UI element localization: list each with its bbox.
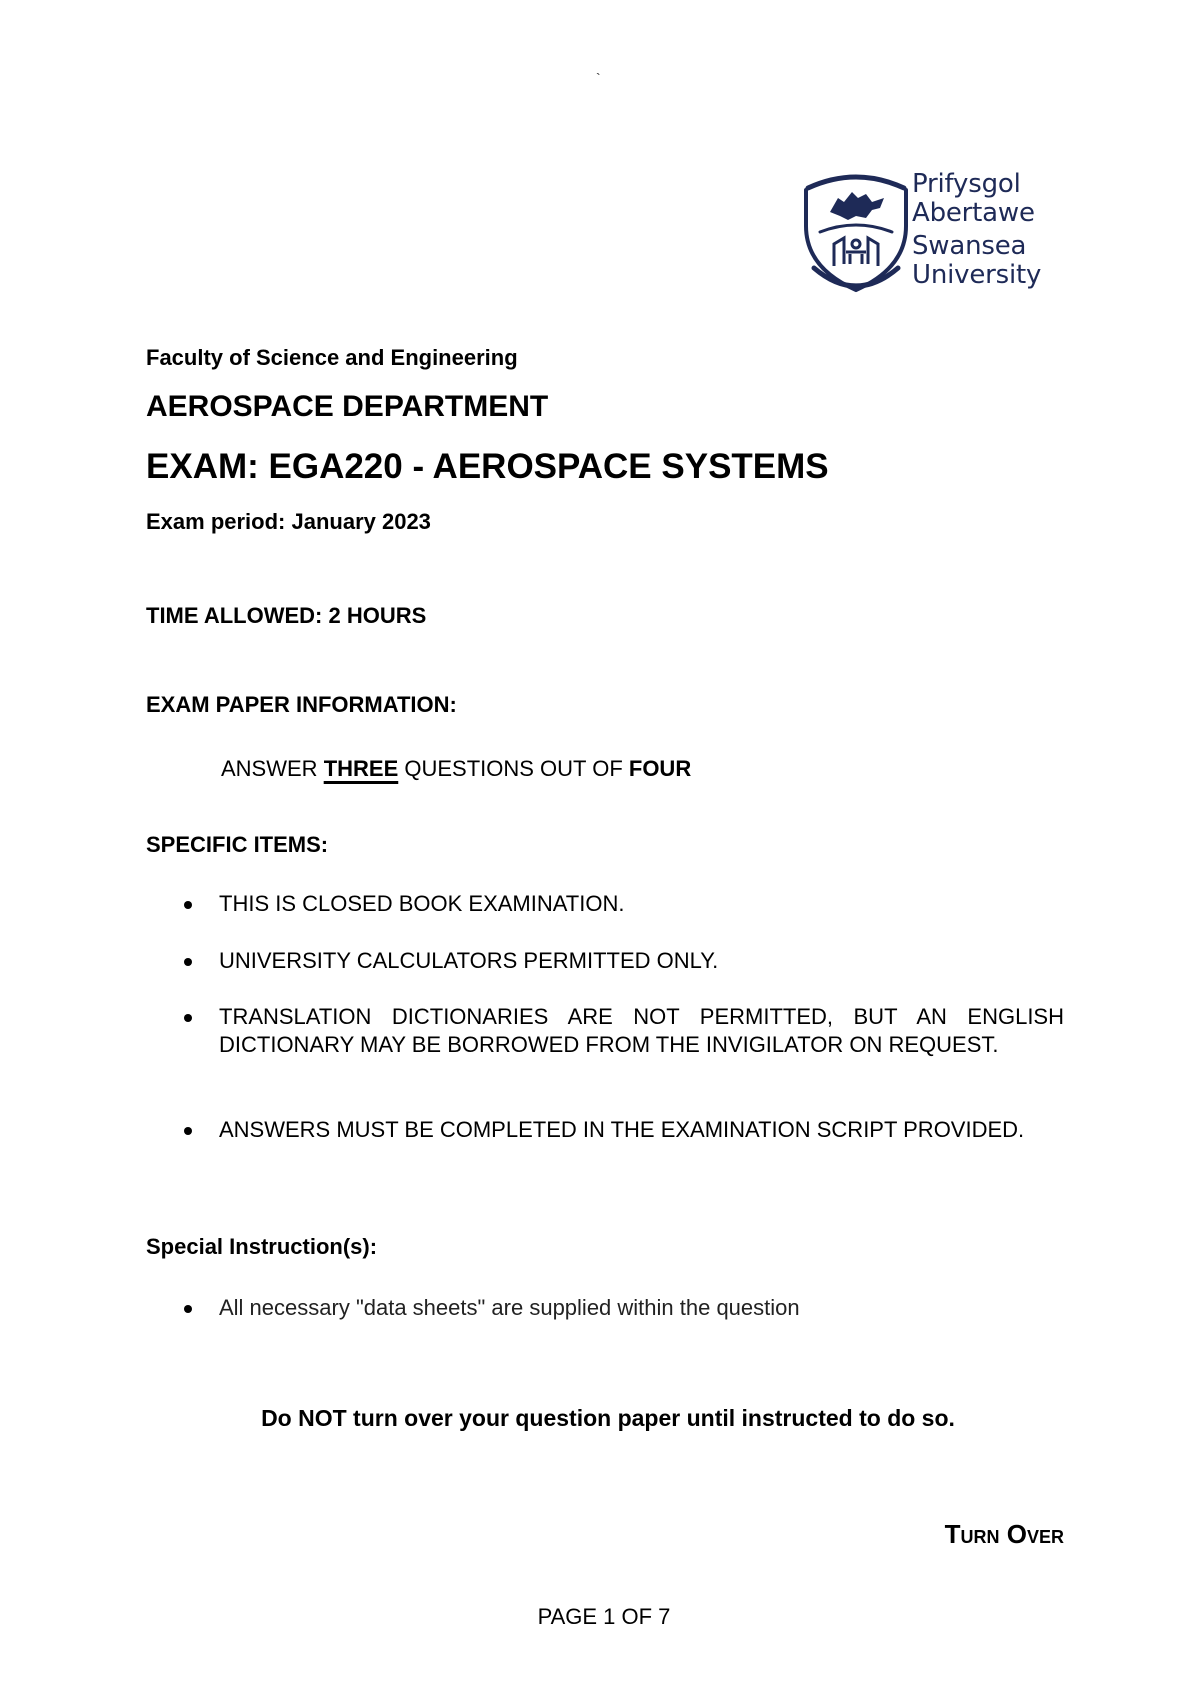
answer-count: THREE [323,756,399,781]
answer-middle: QUESTIONS OUT OF [398,756,629,781]
header-tick-mark: ` [596,70,601,86]
university-name [912,170,1041,289]
bullet-icon [184,1014,192,1022]
logo-welsh-line-1: Prifysgol [912,169,1021,199]
list-item [184,947,1064,975]
exam-period: Exam period: January 2023 [146,509,431,534]
time-allowed: TIME ALLOWED: 2 HOURS [146,603,427,628]
department-name: AEROSPACE DEPARTMENT [146,390,549,423]
list-item [184,1116,1064,1144]
paper-info-heading: EXAM PAPER INFORMATION: [146,692,457,717]
answer-total: FOUR [628,756,692,781]
list-item [184,1003,1064,1059]
list-item-text: ANSWERS MUST BE COMPLETED IN THE EXAMINATION SCRIPT PROVIDED. [219,1117,1025,1142]
list-item-text: UNIVERSITY CALCULATORS PERMITTED ONLY. [219,948,719,973]
logo-english-line-2: University [912,259,1042,290]
bullet-icon [184,1127,192,1135]
special-instructions-heading: Special Instruction(s): [146,1234,378,1259]
specific-items-heading: SPECIFIC ITEMS: [146,832,329,857]
turn-over-label: Turn Over [944,1519,1064,1549]
answer-instruction [221,756,691,782]
faculty-name: Faculty of Science and Engineering [146,345,518,370]
bullet-icon [184,1305,192,1313]
list-item [184,890,1064,918]
list-item [184,1294,1064,1322]
notice-text: Do NOT turn over your question paper until instructed to do so. [261,1405,955,1431]
bullet-icon [184,958,192,966]
logo-english-line-1: Swansea [912,231,1027,261]
answer-prefix: ANSWER [221,756,324,781]
logo-welsh-line-2: Abertawe [912,197,1035,228]
special-instruction-text: All necessary "data sheets" are supplied within the question [219,1295,800,1320]
list-item-text: THIS IS CLOSED BOOK EXAMINATION. [219,891,625,916]
exam-title: EXAM: EGA220 - AEROSPACE SYSTEMS [146,447,829,486]
list-item-text: TRANSLATION DICTIONARIES ARE NOT PERMITTED, BUT AN ENGLISH DICTIONARY MAY BE BORROWED FROM THE INVIGILATOR ON REQUEST. [219,1004,1064,1057]
page-number: PAGE 1 OF 7 [537,1604,671,1629]
bullet-icon [184,901,192,909]
